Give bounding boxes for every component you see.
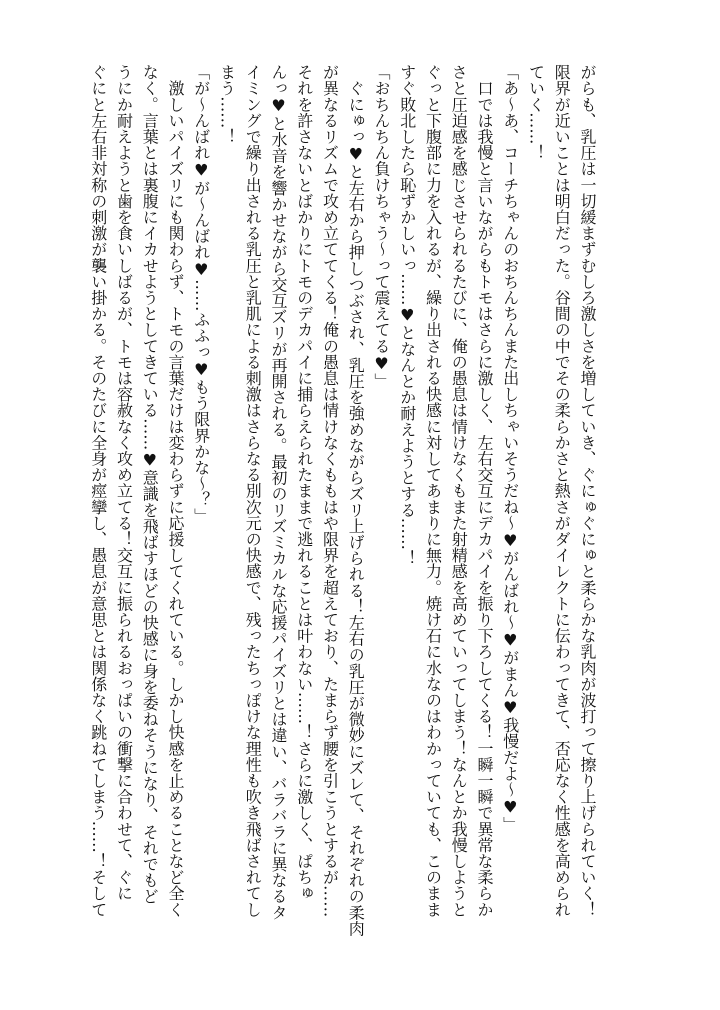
text-column: ぐにと左右非対称の刺激が襲い掛かる。そのたびに全身が痙攣し、愚息が意思とは関係なく跳ねてしまう……！そして <box>88 64 108 918</box>
text-column: がらも、乳圧は一切緩まずむしろ激しさを増していき、ぐにゅぐにゅと柔らかな乳肉が波打って擦り上げられていく！ <box>578 64 597 918</box>
text-column: それを許さないとばかりにトモのデカパイに捕らえられたままで逃れることは叶わない……！さらに激しく、ぱちゅ <box>294 64 314 902</box>
text-column: 「が～んばれ♥が～んばれ♥……ふふっ♥もう限界かな～？」 <box>191 64 211 524</box>
text-column: 限界が近いことは明白だった。谷間の中でその柔らかさと熱さがダイレクトに伝わってきて、否応なく性感を高められ <box>552 64 572 918</box>
text-column: さと圧迫感を感じさせられるたびに、俺の愚息は情けなくもまた射精感を高めていってしまう！なんとか我慢しようと <box>449 64 469 918</box>
text-column: すぐ敗北したら恥ずかしいっ……♥となんとか耐えようとする……！ <box>397 64 417 567</box>
text-column: うにか耐えようと歯を食いしばるが、トモは容赦なく攻め立てる！交互に振られるおっぱいの衝撃に合わせて、ぐに <box>114 64 134 902</box>
text-column: 口では我慢と言いながらもトモはさらに激しく、左右交互にデカパイを振り下ろしてくる！一瞬一瞬で異常な柔らか <box>475 64 494 918</box>
text-column: まう……！ <box>217 64 237 145</box>
vertical-text-page <box>85 64 600 937</box>
text-column: 「おちんちん負けちゃう～って震えてる♥」 <box>372 64 391 389</box>
text-column: ていく……！ <box>526 64 546 161</box>
text-column: イミングで繰り出される乳圧と乳肌による刺激はさらなる別次元の快感で、残ったちっぽけな理性も吹き飛ばされてし <box>243 64 263 918</box>
text-column: ぐにゅっ♥と左右から押しつぶされ、乳圧を強めながらズリ上げられる！左右の乳圧が微妙にズレて、それぞれの柔肉 <box>346 64 366 937</box>
text-column: 激しいパイズリにも関わらず、トモの言葉だけは変わらずに応援してくれている。しかし快感を止めることなど全く <box>166 64 185 918</box>
text-column: が異なるリズムで攻め立ててくる！俺の愚息は情けなくももはや限界を超えており、たまらず腰を引こうとするが…… <box>320 64 340 918</box>
text-column: んっ♥と水音を響かせながら交互ズリが再開される。最初のリズミカルな応援パイズリとは違い、バラバラに異なるタ <box>269 64 288 921</box>
text-column: 「あ～あ、コーチちゃんのおちんちんまた出しちゃいそうだね～♥がんばれ～♥がまん♥我慢だよ～♥」 <box>500 64 520 833</box>
text-column: なく。言葉とは裏腹にイカせようとしてきている……♥意識を飛ばすほどの快感に身を委ねそうになり、それでもど <box>140 64 160 905</box>
text-column: ぐっと下腹部に力を入れるが、繰り出される快感に対してあまりに無力。焼け石に水なのはわかっていても、このまま <box>423 64 443 918</box>
